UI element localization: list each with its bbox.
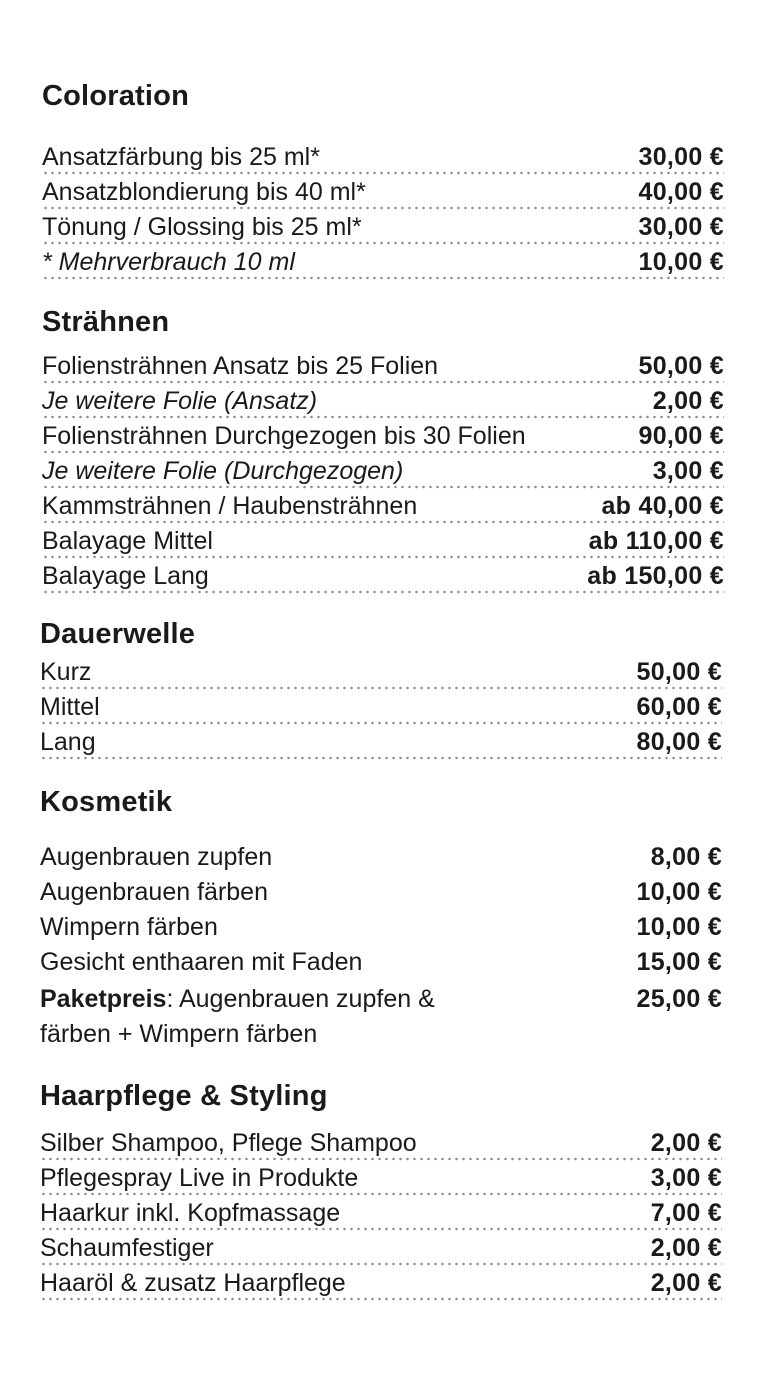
item-label: Schaumfestiger: [40, 1234, 214, 1262]
list-item: [40, 840, 722, 875]
list-item: [40, 875, 722, 910]
section-dauerwelle: [40, 618, 724, 768]
list-item: [42, 210, 724, 245]
item-label: Pflegespray Live in Produkte: [40, 1164, 359, 1192]
item-label: Tönung / Glossing bis 25 ml*: [42, 213, 362, 241]
section-title: Haarpflege & Styling: [40, 1080, 328, 1112]
list-item: [40, 910, 722, 945]
item-label: Ansatzblondierung bis 40 ml*: [42, 178, 366, 206]
item-label: Mittel: [40, 693, 100, 721]
section-kosmetik: [40, 786, 724, 1056]
item-price: 3,00 €: [652, 457, 724, 485]
item-price: 2,00 €: [650, 1129, 722, 1157]
item-label: Haaröl & zusatz Haarpflege: [40, 1269, 346, 1297]
item-price: 10,00 €: [636, 878, 722, 906]
item-label: Wimpern färben: [40, 913, 218, 941]
item-price: 10,00 €: [638, 248, 724, 276]
list-item: [40, 1231, 722, 1266]
list-item: [42, 384, 724, 419]
package-description: : Augenbrauen zupfen & färben + Wimpern färben: [40, 985, 435, 1048]
item-price: ab 150,00 €: [587, 562, 724, 590]
list-item: [42, 559, 724, 594]
list-item: [40, 725, 722, 760]
item-label: Kammsträhnen / Haubensträhnen: [42, 492, 418, 520]
package-item: [40, 982, 722, 1052]
section-title: Coloration: [42, 80, 189, 112]
list-item: [42, 175, 724, 210]
section-title: Dauerwelle: [40, 618, 196, 650]
item-label: Silber Shampoo, Pflege Shampoo: [40, 1129, 417, 1157]
section-straehnen: [42, 306, 724, 596]
item-label: Augenbrauen färben: [40, 878, 268, 906]
item-label: * Mehrverbrauch 10 ml: [42, 248, 295, 276]
item-label: Balayage Lang: [42, 562, 209, 590]
list-item: [40, 1161, 722, 1196]
item-price: 15,00 €: [636, 948, 722, 976]
list-item: [40, 1126, 722, 1161]
item-label: Foliensträhnen Durchgezogen bis 30 Folien: [42, 422, 526, 450]
item-price: ab 40,00 €: [601, 492, 724, 520]
list-item: [40, 655, 722, 690]
section-title: Kosmetik: [40, 786, 173, 818]
item-label: Foliensträhnen Ansatz bis 25 Folien: [42, 352, 439, 380]
item-price: 50,00 €: [636, 658, 722, 686]
item-label: Haarkur inkl. Kopfmassage: [40, 1199, 341, 1227]
item-price: 3,00 €: [650, 1164, 722, 1192]
section-haarpflege: [40, 1080, 724, 1310]
item-price: 30,00 €: [638, 213, 724, 241]
item-price: 90,00 €: [638, 422, 724, 450]
item-label: Kurz: [40, 658, 92, 686]
list-item: [42, 489, 724, 524]
item-label: Je weitere Folie (Durchgezogen): [42, 457, 404, 485]
section-coloration: [42, 80, 724, 290]
package-label: [40, 982, 500, 1052]
list-item: [40, 1196, 722, 1231]
item-label: Lang: [40, 728, 96, 756]
item-price: 8,00 €: [650, 843, 722, 871]
item-price: 2,00 €: [652, 387, 724, 415]
list-item: [42, 454, 724, 489]
item-label: Augenbrauen zupfen: [40, 843, 273, 871]
list-item: [40, 690, 722, 725]
item-price: 30,00 €: [638, 143, 724, 171]
list-item: [40, 1266, 722, 1301]
item-price: 2,00 €: [650, 1269, 722, 1297]
item-price: 60,00 €: [636, 693, 722, 721]
list-item: [42, 245, 724, 280]
item-price: 25,00 €: [636, 985, 722, 1013]
section-title: Strähnen: [42, 306, 170, 338]
item-label: Je weitere Folie (Ansatz): [42, 387, 318, 415]
package-bold-label: Paketpreis: [40, 985, 167, 1013]
item-price: 50,00 €: [638, 352, 724, 380]
item-label: Balayage Mittel: [42, 527, 213, 555]
item-price: 40,00 €: [638, 178, 724, 206]
item-price: 10,00 €: [636, 913, 722, 941]
item-label: Ansatzfärbung bis 25 ml*: [42, 143, 320, 171]
list-item: [42, 140, 724, 175]
item-price: ab 110,00 €: [588, 527, 724, 555]
item-price: 80,00 €: [636, 728, 722, 756]
item-price: 7,00 €: [650, 1199, 722, 1227]
item-price: 2,00 €: [650, 1234, 722, 1262]
list-item: [42, 419, 724, 454]
list-item: [40, 945, 722, 980]
list-item: [42, 524, 724, 559]
item-label: Gesicht enthaaren mit Faden: [40, 948, 363, 976]
list-item: [42, 349, 724, 384]
